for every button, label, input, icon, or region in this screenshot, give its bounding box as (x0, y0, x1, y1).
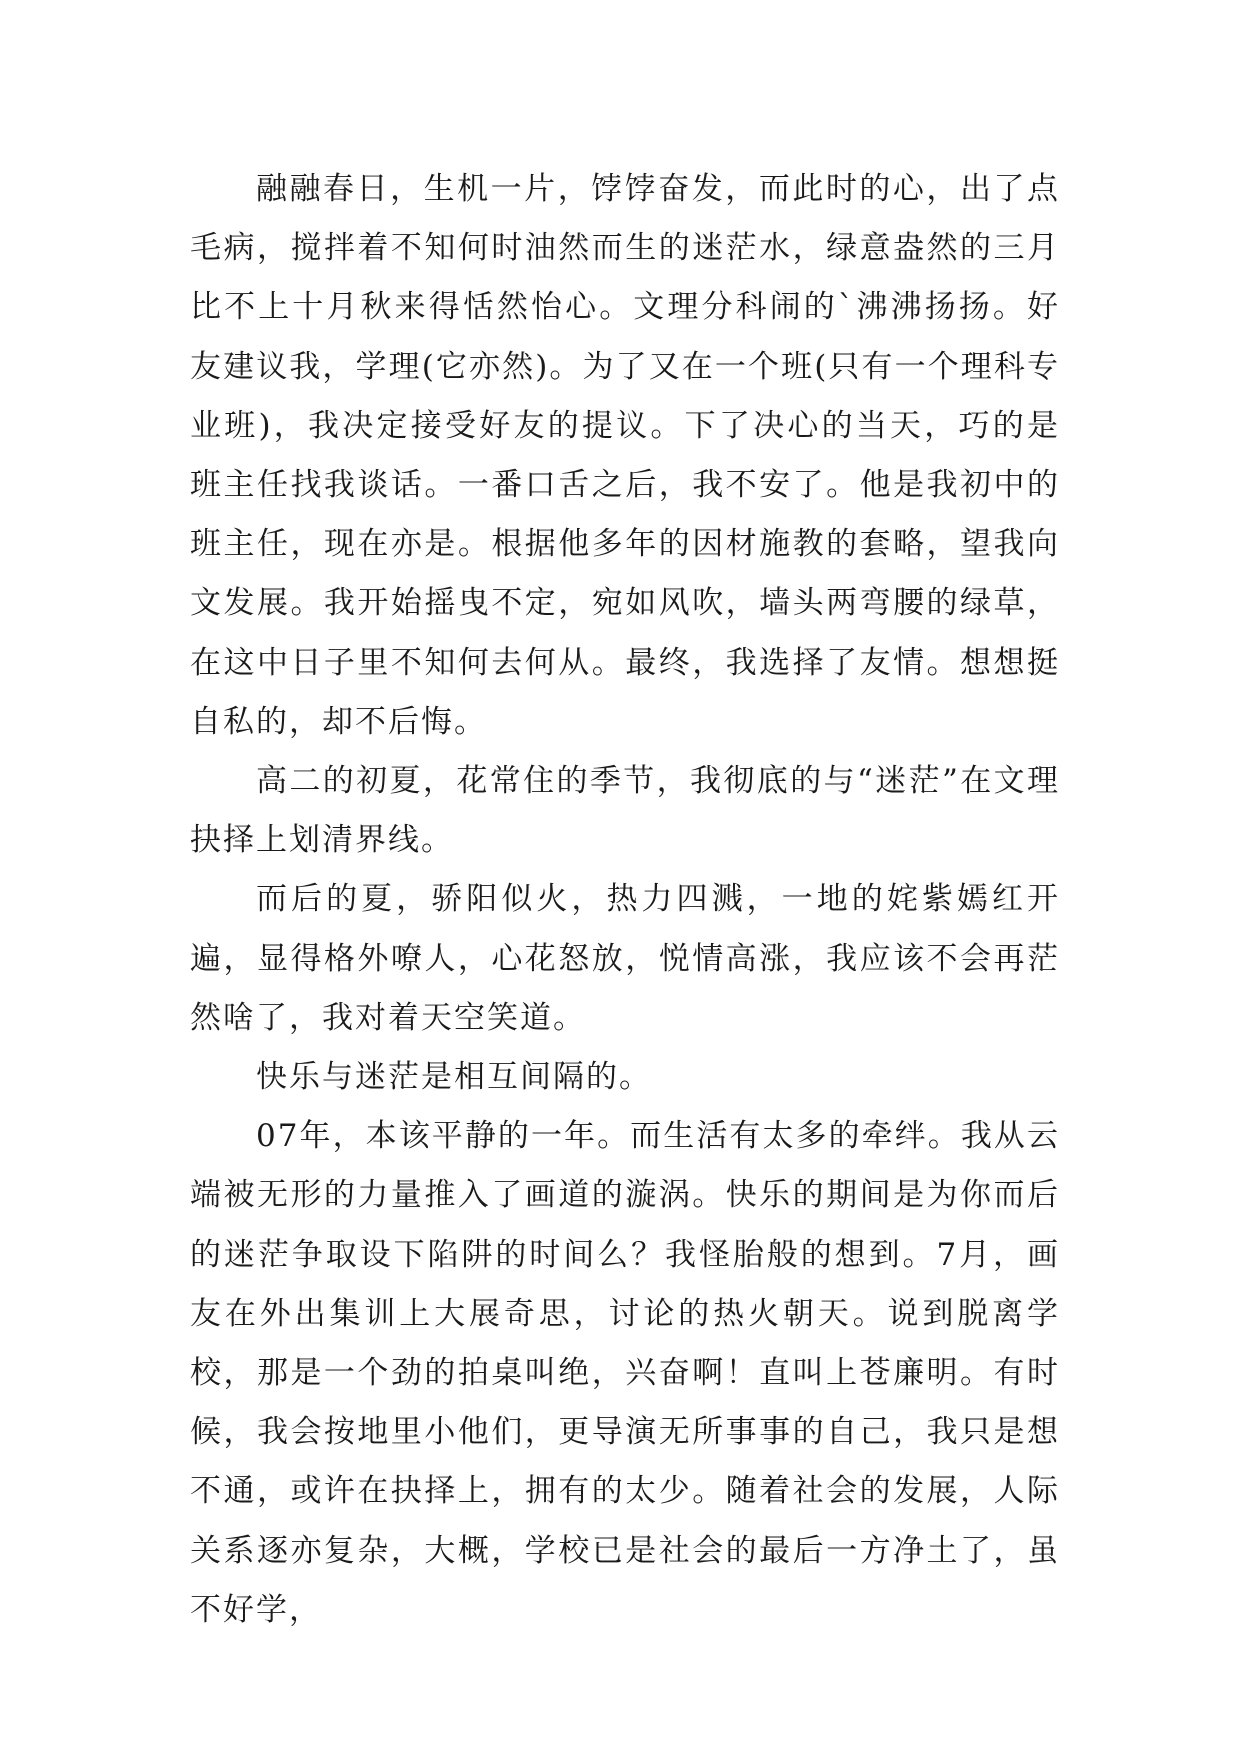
paragraph-2: 高二的初夏，花常住的季节，我彻底的与“迷茫”在文理抉择上划清界线。 (190, 763, 1060, 859)
paragraph-1: 融融春日，生机一片，饽饽奋发，而此时的心，出了点毛病，搅拌着不知何时油然而生的迷茫水，绿意盎然的三月比不上十月秋来得恬然怡心。文理分科闹的`沸沸扬扬。好友建议我，学理(它亦然)。为了又在一个班(只有一个理科专业班)，我决定接受好友的提议。下了决心的当天，巧的是班主任找我谈话。一番口舌之后，我不安了。他是我初中的班主任，现在亦是。根据他多年的因材施教的套略，望我向文发展。我开始摇曳不定，宛如风吹，墙头两弯腰的绿草，在这中日子里不知何去何从。最终，我选择了友情。想想挺自私的，却不后悔。 (190, 171, 1060, 740)
paragraph-3: 而后的夏，骄阳似火，热力四溅，一地的姹紫嫣红开遍，显得格外嘹人，心花怒放，悦情高涨，我应该不会再茫然啥了，我对着天空笑道。 (190, 881, 1060, 1036)
paragraph-5: 07年，本该平静的一年。而生活有太多的牵绊。我从云端被无形的力量推入了画道的漩涡。快乐的期间是为你而后的迷茫争取设下陷阱的时间么？我怪胎般的想到。7月，画友在外出集训上大展奇思，讨论的热火朝天。说到脱离学校，那是一个劲的拍桌叫绝，兴奋啊！直叫上苍廉明。有时候，我会按地里小他们，更导演无所事事的自己，我只是想不通，或许在抉择上，拥有的太少。随着社会的发展，人际关系逐亦复杂，大概，学校已是社会的最后一方净土了，虽不好学， (190, 1118, 1060, 1628)
document-body (190, 160, 1060, 1640)
paragraph-4: 快乐与迷茫是相互间隔的。 (256, 1059, 652, 1096)
